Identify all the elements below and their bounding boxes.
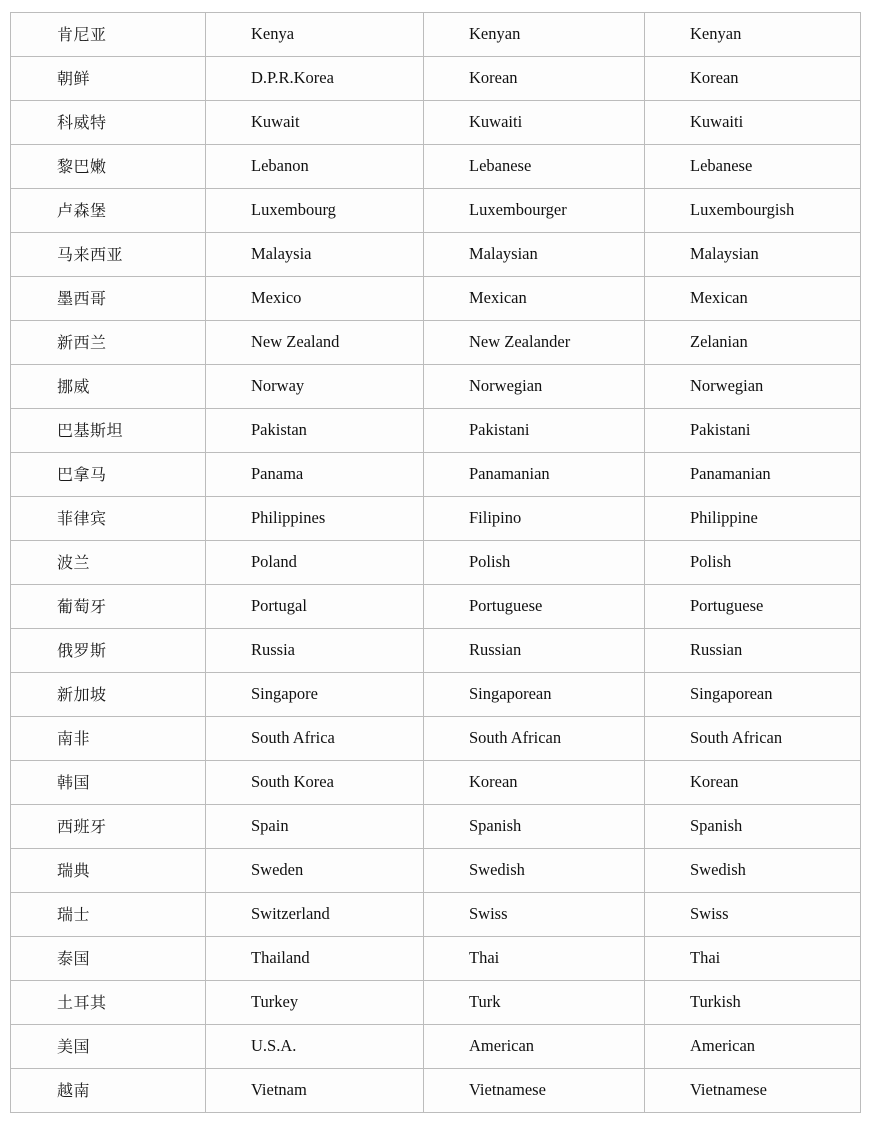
cell-adjective: Norwegian xyxy=(645,365,861,409)
cell-adjective: South African xyxy=(645,717,861,761)
cell-country: Malaysia xyxy=(206,233,424,277)
cell-adjective: Singaporean xyxy=(645,673,861,717)
cell-chinese-name: 韩国 xyxy=(11,761,206,805)
cell-nationality: Filipino xyxy=(424,497,645,541)
cell-chinese-name: 南非 xyxy=(11,717,206,761)
cell-chinese-name: 土耳其 xyxy=(11,981,206,1025)
cell-country: Thailand xyxy=(206,937,424,981)
cell-country: Mexico xyxy=(206,277,424,321)
cell-chinese-name: 瑞典 xyxy=(11,849,206,893)
cell-chinese-name: 卢森堡 xyxy=(11,189,206,233)
table-row xyxy=(11,145,861,189)
cell-nationality: Russian xyxy=(424,629,645,673)
cell-nationality: Vietnamese xyxy=(424,1069,645,1113)
table-row xyxy=(11,673,861,717)
table-row xyxy=(11,541,861,585)
table-row xyxy=(11,497,861,541)
table-row xyxy=(11,761,861,805)
table-row xyxy=(11,893,861,937)
countries-nationalities-table xyxy=(10,12,861,1113)
cell-nationality: Malaysian xyxy=(424,233,645,277)
table-row xyxy=(11,277,861,321)
cell-nationality: Korean xyxy=(424,761,645,805)
table-row xyxy=(11,13,861,57)
cell-adjective: Swedish xyxy=(645,849,861,893)
table-row xyxy=(11,409,861,453)
cell-adjective: Malaysian xyxy=(645,233,861,277)
table-row xyxy=(11,233,861,277)
cell-country: Spain xyxy=(206,805,424,849)
cell-nationality: Thai xyxy=(424,937,645,981)
cell-adjective: Kenyan xyxy=(645,13,861,57)
cell-chinese-name: 朝鲜 xyxy=(11,57,206,101)
cell-adjective: Spanish xyxy=(645,805,861,849)
cell-chinese-name: 墨西哥 xyxy=(11,277,206,321)
cell-chinese-name: 黎巴嫩 xyxy=(11,145,206,189)
cell-country: Russia xyxy=(206,629,424,673)
cell-nationality: Swedish xyxy=(424,849,645,893)
cell-chinese-name: 科威特 xyxy=(11,101,206,145)
cell-country: Panama xyxy=(206,453,424,497)
cell-chinese-name: 新加坡 xyxy=(11,673,206,717)
table-row xyxy=(11,1025,861,1069)
cell-nationality: Kuwaiti xyxy=(424,101,645,145)
cell-nationality: Mexican xyxy=(424,277,645,321)
cell-adjective: Vietnamese xyxy=(645,1069,861,1113)
cell-adjective: Turkish xyxy=(645,981,861,1025)
cell-chinese-name: 新西兰 xyxy=(11,321,206,365)
cell-nationality: American xyxy=(424,1025,645,1069)
cell-nationality: Lebanese xyxy=(424,145,645,189)
cell-chinese-name: 越南 xyxy=(11,1069,206,1113)
table-row xyxy=(11,937,861,981)
cell-chinese-name: 菲律宾 xyxy=(11,497,206,541)
cell-chinese-name: 瑞士 xyxy=(11,893,206,937)
table-row xyxy=(11,629,861,673)
cell-chinese-name: 挪威 xyxy=(11,365,206,409)
table-row xyxy=(11,321,861,365)
cell-adjective: Mexican xyxy=(645,277,861,321)
cell-country: Turkey xyxy=(206,981,424,1025)
cell-nationality: Singaporean xyxy=(424,673,645,717)
cell-country: New Zealand xyxy=(206,321,424,365)
cell-chinese-name: 肯尼亚 xyxy=(11,13,206,57)
cell-country: South Africa xyxy=(206,717,424,761)
cell-nationality: Portuguese xyxy=(424,585,645,629)
cell-nationality: Turk xyxy=(424,981,645,1025)
table-row xyxy=(11,189,861,233)
cell-nationality: South African xyxy=(424,717,645,761)
cell-adjective: Korean xyxy=(645,761,861,805)
cell-country: Vietnam xyxy=(206,1069,424,1113)
cell-chinese-name: 波兰 xyxy=(11,541,206,585)
cell-adjective: Pakistani xyxy=(645,409,861,453)
cell-chinese-name: 西班牙 xyxy=(11,805,206,849)
table-row xyxy=(11,849,861,893)
cell-adjective: Lebanese xyxy=(645,145,861,189)
cell-nationality: Swiss xyxy=(424,893,645,937)
cell-adjective: Luxembourgish xyxy=(645,189,861,233)
cell-country: Singapore xyxy=(206,673,424,717)
cell-country: South Korea xyxy=(206,761,424,805)
cell-nationality: New Zealander xyxy=(424,321,645,365)
table-row xyxy=(11,981,861,1025)
table-body xyxy=(11,13,861,1113)
cell-adjective: Thai xyxy=(645,937,861,981)
table-row xyxy=(11,453,861,497)
cell-nationality: Spanish xyxy=(424,805,645,849)
cell-nationality: Korean xyxy=(424,57,645,101)
cell-country: Poland xyxy=(206,541,424,585)
cell-country: Luxembourg xyxy=(206,189,424,233)
cell-chinese-name: 美国 xyxy=(11,1025,206,1069)
cell-chinese-name: 葡萄牙 xyxy=(11,585,206,629)
cell-adjective: Russian xyxy=(645,629,861,673)
cell-chinese-name: 俄罗斯 xyxy=(11,629,206,673)
cell-nationality: Pakistani xyxy=(424,409,645,453)
cell-adjective: Panamanian xyxy=(645,453,861,497)
cell-country: Kuwait xyxy=(206,101,424,145)
cell-nationality: Luxembourger xyxy=(424,189,645,233)
cell-country: U.S.A. xyxy=(206,1025,424,1069)
cell-adjective: Swiss xyxy=(645,893,861,937)
cell-nationality: Polish xyxy=(424,541,645,585)
cell-adjective: Polish xyxy=(645,541,861,585)
cell-country: Norway xyxy=(206,365,424,409)
cell-chinese-name: 泰国 xyxy=(11,937,206,981)
cell-adjective: Zelanian xyxy=(645,321,861,365)
cell-country: Portugal xyxy=(206,585,424,629)
table-row xyxy=(11,717,861,761)
table-row xyxy=(11,585,861,629)
table-row xyxy=(11,365,861,409)
cell-adjective: American xyxy=(645,1025,861,1069)
cell-country: Switzerland xyxy=(206,893,424,937)
cell-adjective: Kuwaiti xyxy=(645,101,861,145)
cell-adjective: Philippine xyxy=(645,497,861,541)
table-row xyxy=(11,101,861,145)
table-row xyxy=(11,1069,861,1113)
cell-country: Sweden xyxy=(206,849,424,893)
cell-chinese-name: 巴拿马 xyxy=(11,453,206,497)
cell-country: D.P.R.Korea xyxy=(206,57,424,101)
cell-chinese-name: 马来西亚 xyxy=(11,233,206,277)
cell-chinese-name: 巴基斯坦 xyxy=(11,409,206,453)
cell-nationality: Norwegian xyxy=(424,365,645,409)
cell-adjective: Portuguese xyxy=(645,585,861,629)
cell-adjective: Korean xyxy=(645,57,861,101)
cell-country: Lebanon xyxy=(206,145,424,189)
cell-nationality: Panamanian xyxy=(424,453,645,497)
cell-country: Philippines xyxy=(206,497,424,541)
table-row xyxy=(11,805,861,849)
cell-country: Kenya xyxy=(206,13,424,57)
cell-country: Pakistan xyxy=(206,409,424,453)
table-row xyxy=(11,57,861,101)
cell-nationality: Kenyan xyxy=(424,13,645,57)
